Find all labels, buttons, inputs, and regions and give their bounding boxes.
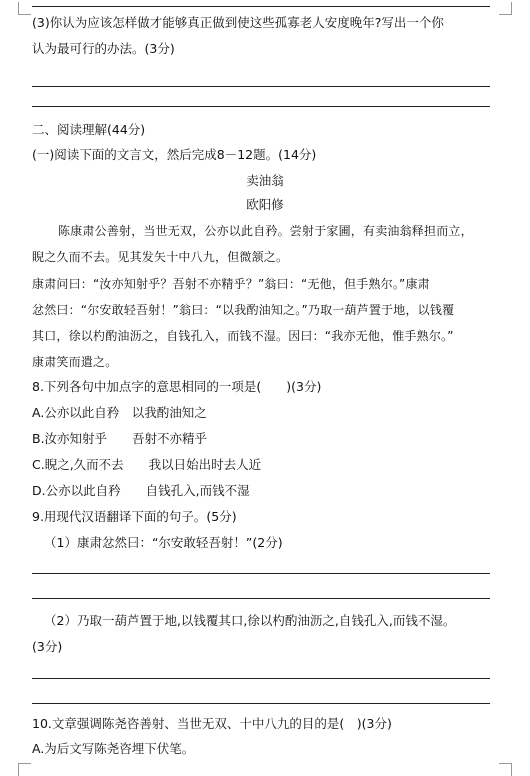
passage-line: 忿然曰：“尔安敢轻吾射！”翁曰：“以我酌油知之。”乃取一葫芦置于地，以钱覆 — [32, 303, 455, 317]
answer-line — [32, 573, 490, 574]
passage-title: 卖油翁 — [246, 173, 284, 188]
question-9-item-2-line-2: (3分) — [32, 639, 63, 654]
question-10-option-a: A.为后文写陈尧咨埋下伏笔。 — [32, 741, 195, 756]
answer-line — [32, 703, 490, 704]
section-sub-heading: (一)阅读下面的文言文，然后完成8－12题。(14分) — [32, 147, 317, 162]
question-8-option-b: B.汝亦知射乎 吾射不亦精乎 — [32, 431, 208, 446]
passage-line: 陈康肃公善射，当世无双，公亦以此自矜。尝射于家圃，有卖油翁释担而立， — [58, 224, 473, 238]
question-8-option-a: A.公亦以此自矜 以我酌油知之 — [32, 405, 207, 420]
question-9-item-2-line-1: （2）乃取一葫芦置于地,以钱覆其口,徐以杓酌油沥之,自钱孔入,而钱不湿。 — [44, 613, 456, 628]
question-10-stem: 10.文章强调陈尧咨善射、当世无双、十中八九的目的是( )(3分) — [32, 716, 392, 731]
answer-line — [32, 598, 490, 599]
section-heading: 二、阅读理解(44分) — [32, 122, 146, 137]
passage-line: 康肃问曰：“汝亦知射乎？吾射不亦精乎？”翁曰：“无他，但手熟尔。”康肃 — [32, 277, 430, 291]
passage-author: 欧阳修 — [246, 197, 284, 212]
answer-line — [32, 106, 490, 107]
page-corner-mark — [499, 2, 512, 15]
page-corner-mark — [18, 763, 31, 776]
answer-line — [32, 86, 490, 87]
page-corner-mark — [499, 763, 512, 776]
passage-line: 睨之久而不去。见其发矢十中八九，但微颔之。 — [32, 250, 289, 264]
passage-line: 康肃笑而遣之。 — [32, 355, 118, 369]
page-corner-mark — [18, 2, 31, 15]
answer-line — [32, 678, 490, 679]
passage-line: 其口，徐以杓酌油沥之，自钱孔入，而钱不湿。因曰：“我亦无他，惟手熟尔。” — [32, 329, 454, 343]
question-3-line-2: 认为最可行的办法。(3分) — [32, 41, 175, 56]
question-9-item-1: （1）康肃忿然曰：“尔安敢轻吾射！”(2分) — [44, 535, 283, 550]
answer-line — [32, 6, 490, 7]
question-3-line-1: (3)你认为应该怎样做才能够真正做到使这些孤寡老人安度晚年?写出一个你 — [32, 15, 444, 30]
question-9-stem: 9.用现代汉语翻译下面的句子。(5分) — [32, 509, 237, 524]
question-8-stem: 8.下列各句中加点字的意思相同的一项是( )(3分) — [32, 379, 322, 394]
question-8-option-c: C.睨之,久而不去 我以日始出时去人近 — [32, 457, 262, 472]
question-8-option-d: D.公亦以此自矜 自钱孔入,而钱不湿 — [32, 483, 250, 498]
